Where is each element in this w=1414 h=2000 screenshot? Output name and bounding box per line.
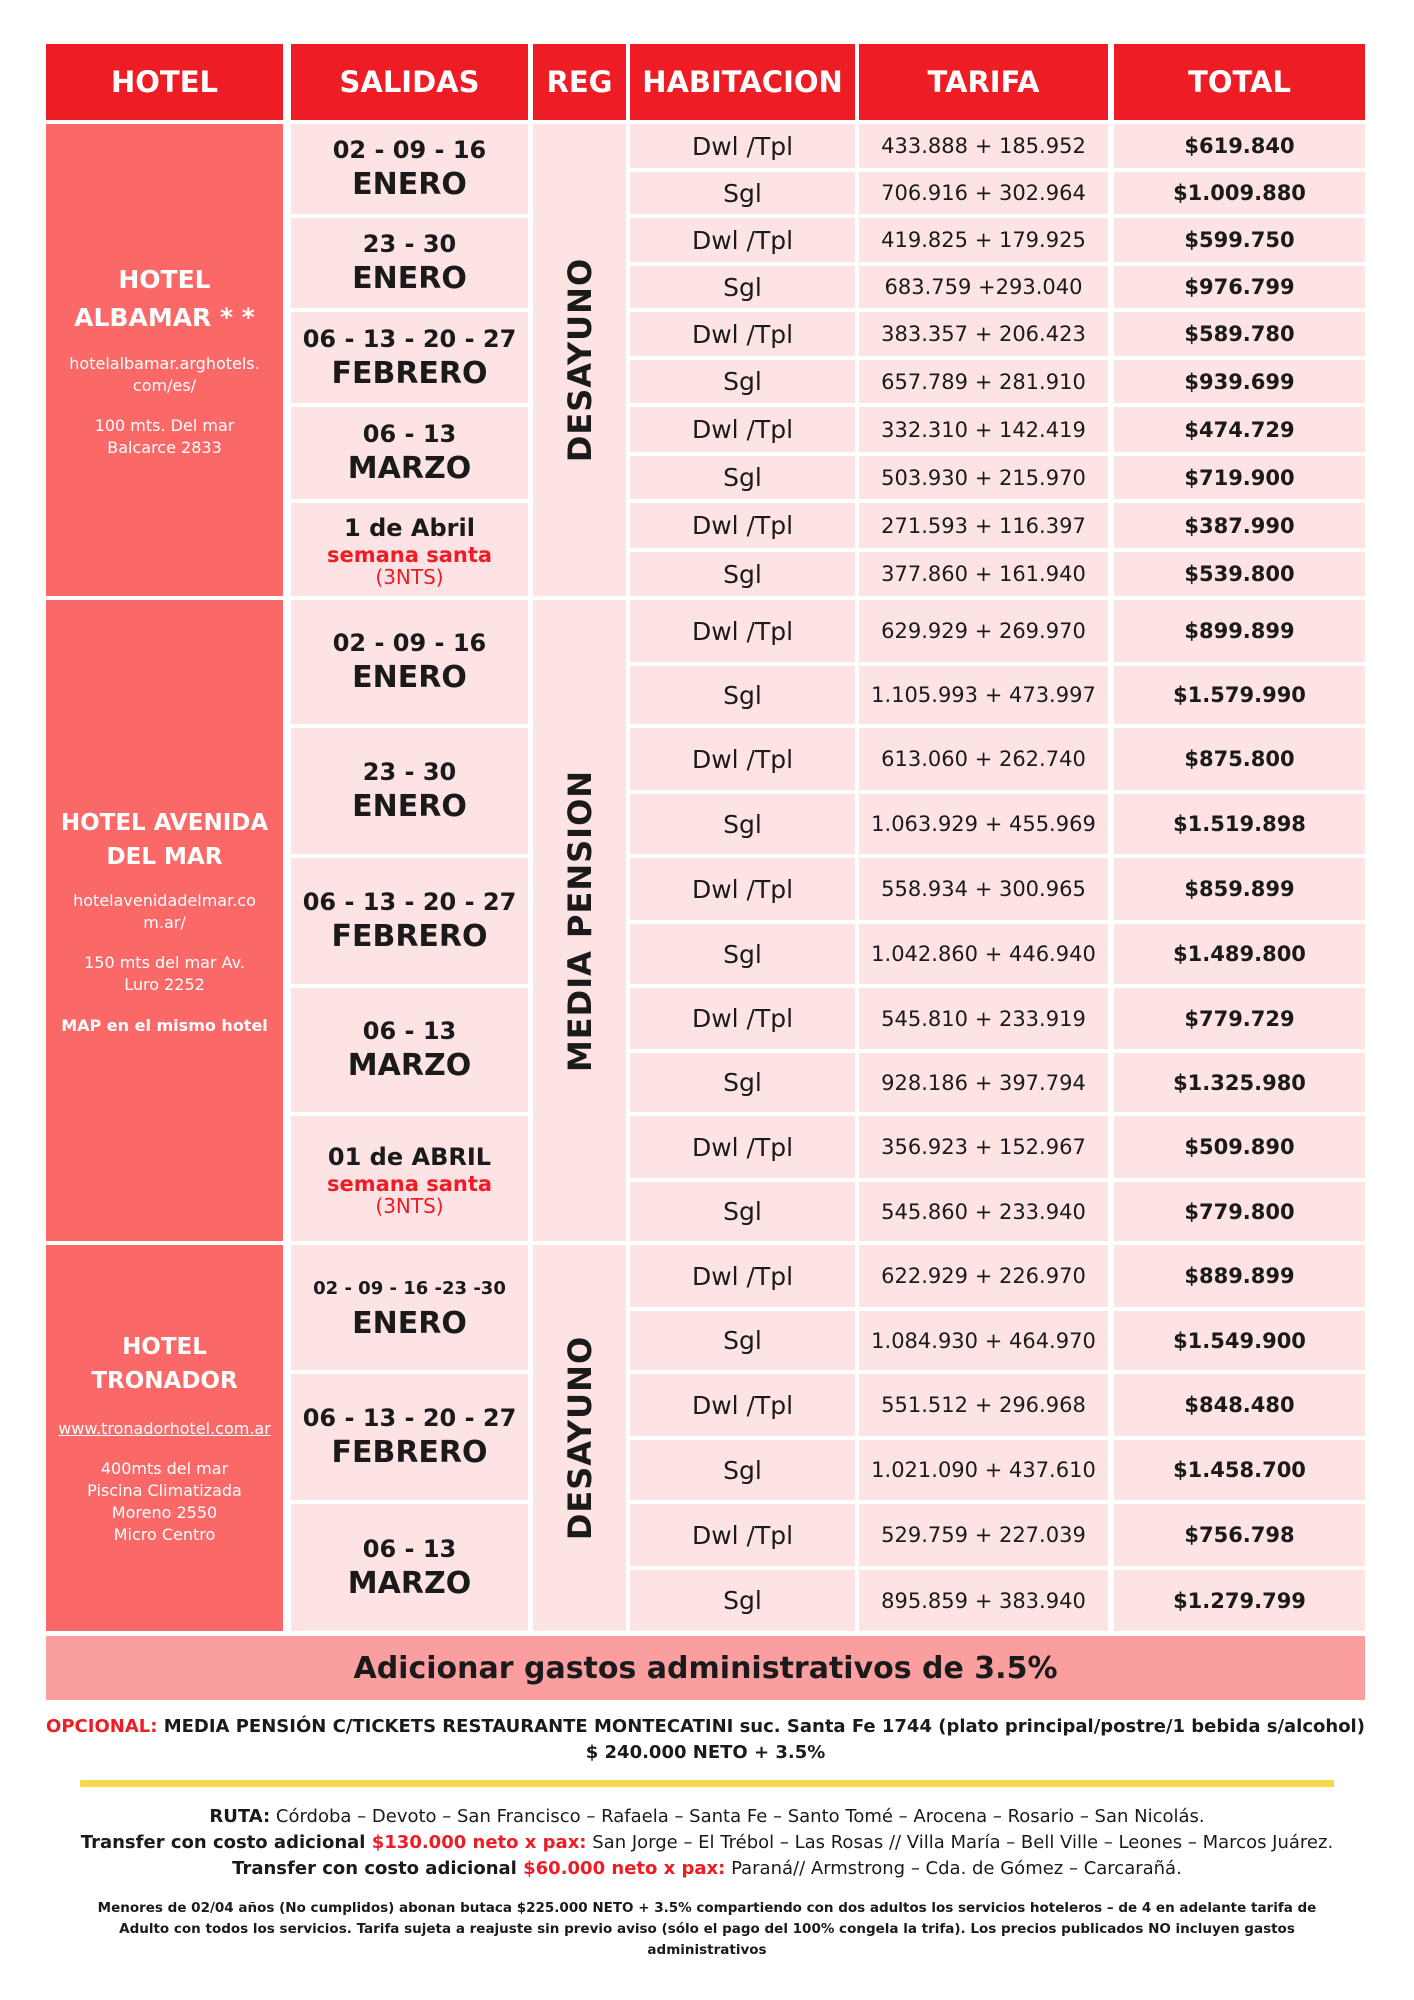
tarifa-cell: 706.916 + 302.964 bbox=[859, 172, 1108, 214]
header-hotel: HOTEL bbox=[46, 44, 283, 120]
header-tarifa: TARIFA bbox=[859, 44, 1108, 120]
hotel-address: 100 mts. Del mar Balcarce 2833 bbox=[94, 416, 235, 457]
room-type-cell: Sgl bbox=[630, 1182, 855, 1241]
total-cell: $619.840 bbox=[1114, 124, 1365, 168]
room-type-cell: Dwl /Tpl bbox=[630, 988, 855, 1049]
salida-days: 06 - 13 bbox=[362, 1017, 457, 1045]
tarifa-cell: 332.310 + 142.419 bbox=[859, 407, 1108, 452]
salida-month: ENERO bbox=[352, 261, 467, 296]
tarifa-cell: 1.042.860 + 446.940 bbox=[859, 924, 1108, 984]
hotel-name: HOTEL TRONADOR bbox=[91, 1334, 238, 1394]
tarifa-cell: 657.789 + 281.910 bbox=[859, 360, 1108, 403]
room-type-cell: Dwl /Tpl bbox=[630, 600, 855, 662]
total-cell: $509.890 bbox=[1114, 1116, 1365, 1178]
transfer-text: Paraná// Armstrong – Cda. de Gómez – Carcarañá. bbox=[725, 1858, 1182, 1879]
salida-month: ENERO bbox=[352, 167, 467, 202]
regimen-label: DESAYUNO bbox=[560, 257, 599, 463]
salida-semana-santa: semana santa bbox=[326, 1171, 493, 1196]
total-cell: $779.729 bbox=[1114, 988, 1365, 1049]
optional-price: $ 240.000 NETO + 3.5% bbox=[585, 1742, 826, 1763]
room-type-cell: Dwl /Tpl bbox=[630, 503, 855, 548]
room-type-cell: Sgl bbox=[630, 172, 855, 214]
salida-cell bbox=[291, 728, 528, 854]
route-label: RUTA: bbox=[209, 1806, 271, 1827]
transfer-price: $60.000 neto x pax: bbox=[523, 1858, 726, 1879]
optional-line bbox=[46, 1714, 1365, 1740]
salida-days: 02 - 09 - 16 bbox=[332, 629, 487, 657]
room-type-cell: Dwl /Tpl bbox=[630, 858, 855, 920]
tarifa-cell: 377.860 + 161.940 bbox=[859, 552, 1108, 596]
regimen-cell bbox=[533, 124, 626, 596]
tarifa-cell: 629.929 + 269.970 bbox=[859, 600, 1108, 662]
hotel-albamar-cell bbox=[46, 124, 283, 596]
tarifa-cell: 545.810 + 233.919 bbox=[859, 988, 1108, 1049]
salida-month: MARZO bbox=[347, 1565, 472, 1601]
salida-month: MARZO bbox=[347, 451, 472, 486]
tarifa-cell: 503.930 + 215.970 bbox=[859, 456, 1108, 499]
hotel-tronador-cell bbox=[46, 1245, 283, 1631]
tarifa-cell: 551.512 + 296.968 bbox=[859, 1374, 1108, 1436]
total-cell: $1.549.900 bbox=[1114, 1311, 1365, 1370]
hotel-name: HOTEL ALBAMAR * * bbox=[74, 265, 255, 332]
total-cell: $939.699 bbox=[1114, 360, 1365, 403]
hotel-web-link[interactable]: www.tronadorhotel.com.ar bbox=[58, 1419, 271, 1438]
total-cell: $859.899 bbox=[1114, 858, 1365, 920]
total-cell: $1.579.990 bbox=[1114, 666, 1365, 724]
salida-month: FEBRERO bbox=[331, 355, 488, 391]
room-type-cell: Dwl /Tpl bbox=[630, 312, 855, 356]
salida-month: FEBRERO bbox=[331, 1435, 488, 1470]
salida-days: 06 - 13 - 20 - 27 bbox=[302, 888, 517, 916]
total-cell: $1.279.799 bbox=[1114, 1570, 1365, 1631]
transfer-line-1 bbox=[30, 1830, 1384, 1856]
salida-days: 06 - 13 - 20 - 27 bbox=[302, 1404, 517, 1432]
tarifa-cell: 271.593 + 116.397 bbox=[859, 503, 1108, 548]
salida-days: 1 de Abril bbox=[344, 513, 475, 542]
room-type-cell: Sgl bbox=[630, 1053, 855, 1112]
salida-cell bbox=[291, 1504, 528, 1631]
salida-days: 06 - 13 bbox=[362, 1534, 457, 1563]
total-cell: $1.009.880 bbox=[1114, 172, 1365, 214]
salida-cell bbox=[291, 1374, 528, 1500]
route-line bbox=[30, 1804, 1384, 1830]
room-type-cell: Sgl bbox=[630, 360, 855, 403]
header-habitacion: HABITACION bbox=[630, 44, 855, 120]
room-type-cell: Sgl bbox=[630, 1311, 855, 1370]
salida-cell bbox=[291, 988, 528, 1112]
hotel-extra: MAP en el mismo hotel bbox=[61, 1016, 268, 1035]
separator bbox=[80, 1780, 1334, 1787]
tarifa-cell: 1.084.930 + 464.970 bbox=[859, 1311, 1108, 1370]
minors-note: Menores de 02/04 años (No cumplidos) abonan butaca $225.000 NETO + 3.5% compartiendo con dos adultos los servicios hoteleros – de 4 en adelante tarifa de Adulto con todos los servicios. Tarifa sujeta a reajuste sin previo aviso (sólo el pago del 100% congela la trifa). Los precios publicados NO incluyen gastos administrativos bbox=[97, 1900, 1317, 1958]
hotel-web[interactable]: hotelavenidadelmar.co m.ar/ bbox=[73, 891, 256, 932]
transfer-line-2 bbox=[30, 1856, 1384, 1882]
tarifa-cell: 613.060 + 262.740 bbox=[859, 728, 1108, 790]
regimen-label: DESAYUNO bbox=[560, 1335, 599, 1541]
room-type-cell: Sgl bbox=[630, 666, 855, 724]
route-text: Córdoba – Devoto – San Francisco – Rafaela – Santa Fe – Santo Tomé – Arocena – Rosario – San Nicolás. bbox=[270, 1806, 1205, 1827]
salida-month: FEBRERO bbox=[331, 919, 488, 954]
salida-month: ENERO bbox=[352, 1305, 467, 1341]
room-type-cell: Sgl bbox=[630, 1570, 855, 1631]
total-cell: $899.899 bbox=[1114, 600, 1365, 662]
salida-month: ENERO bbox=[352, 789, 467, 824]
hotel-web[interactable]: hotelalbamar.arghotels. com/es/ bbox=[69, 354, 260, 395]
tarifa-cell: 356.923 + 152.967 bbox=[859, 1116, 1108, 1178]
salida-cell bbox=[291, 1116, 528, 1241]
transfer-label: Transfer con costo adicional bbox=[80, 1832, 372, 1853]
optional-text: MEDIA PENSIÓN C/TICKETS RESTAURANTE MONTECATINI suc. Santa Fe 1744 (plato principal/postre/1 bebida s/alcohol) bbox=[157, 1716, 1365, 1737]
hotel-name: HOTEL AVENIDA DEL MAR bbox=[60, 810, 269, 870]
total-cell: $848.480 bbox=[1114, 1374, 1365, 1436]
salida-nights: (3NTS) bbox=[375, 1193, 444, 1218]
room-type-cell: Dwl /Tpl bbox=[630, 124, 855, 168]
transfer-text: San Jorge – El Trébol – Las Rosas // Villa María – Bell Ville – Leones – Marcos Juárez. bbox=[586, 1832, 1334, 1853]
salida-cell bbox=[291, 858, 528, 984]
salida-cell bbox=[291, 407, 528, 499]
tarifa-cell: 622.929 + 226.970 bbox=[859, 1245, 1108, 1307]
room-type-cell: Dwl /Tpl bbox=[630, 407, 855, 452]
room-type-cell: Sgl bbox=[630, 924, 855, 984]
salida-cell bbox=[291, 218, 528, 308]
salida-nights: (3NTS) bbox=[375, 564, 444, 589]
tarifa-cell: 558.934 + 300.965 bbox=[859, 858, 1108, 920]
total-cell: $976.799 bbox=[1114, 266, 1365, 308]
tarifa-cell: 545.860 + 233.940 bbox=[859, 1182, 1108, 1241]
tarifa-cell: 928.186 + 397.794 bbox=[859, 1053, 1108, 1112]
total-cell: $539.800 bbox=[1114, 552, 1365, 596]
salida-cell bbox=[291, 124, 528, 214]
salida-days: 02 - 09 - 16 -23 -30 bbox=[313, 1277, 506, 1299]
hotel-address: 150 mts del mar Av. Luro 2252 bbox=[84, 953, 245, 994]
header-salidas: SALIDAS bbox=[291, 44, 528, 120]
room-type-cell: Dwl /Tpl bbox=[630, 1374, 855, 1436]
tarifa-cell: 383.357 + 206.423 bbox=[859, 312, 1108, 356]
room-type-cell: Dwl /Tpl bbox=[630, 1116, 855, 1178]
transfer-price: $130.000 neto x pax: bbox=[371, 1832, 587, 1853]
salida-semana-santa: semana santa bbox=[326, 542, 493, 567]
tarifa-cell: 683.759 +293.040 bbox=[859, 266, 1108, 308]
room-type-cell: Sgl bbox=[630, 266, 855, 308]
salida-days: 06 - 13 - 20 - 27 bbox=[302, 324, 517, 353]
tarifa-cell: 433.888 + 185.952 bbox=[859, 124, 1108, 168]
tarifa-cell: 529.759 + 227.039 bbox=[859, 1504, 1108, 1566]
room-type-cell: Dwl /Tpl bbox=[630, 728, 855, 790]
hotel-address: 400mts del mar Piscina Climatizada Moreno 2550 Micro Centro bbox=[87, 1459, 242, 1544]
header-reg: REG bbox=[533, 44, 626, 120]
transfer-label: Transfer con costo adicional bbox=[232, 1858, 524, 1879]
header-total: TOTAL bbox=[1114, 44, 1365, 120]
tarifa-cell: 1.105.993 + 473.997 bbox=[859, 666, 1108, 724]
total-cell: $756.798 bbox=[1114, 1504, 1365, 1566]
tarifa-cell: 1.021.090 + 437.610 bbox=[859, 1440, 1108, 1500]
salida-days: 23 - 30 bbox=[362, 230, 457, 258]
salida-days: 02 - 09 - 16 bbox=[332, 136, 487, 164]
room-type-cell: Dwl /Tpl bbox=[630, 1245, 855, 1307]
regimen-label: MEDIA PENSION bbox=[560, 769, 599, 1072]
salida-cell bbox=[291, 503, 528, 596]
admin-fee-note: Adicionar gastos administrativos de 3.5% bbox=[46, 1636, 1365, 1700]
total-cell: $1.519.898 bbox=[1114, 794, 1365, 854]
optional-label: OPCIONAL: bbox=[46, 1716, 158, 1737]
salida-cell bbox=[291, 1245, 528, 1370]
total-cell: $1.489.800 bbox=[1114, 924, 1365, 984]
tarifa-cell: 895.859 + 383.940 bbox=[859, 1570, 1108, 1631]
total-cell: $719.900 bbox=[1114, 456, 1365, 499]
salida-cell bbox=[291, 312, 528, 403]
salida-month: MARZO bbox=[347, 1048, 472, 1083]
salida-month: ENERO bbox=[352, 660, 467, 695]
room-type-cell: Sgl bbox=[630, 794, 855, 854]
room-type-cell: Dwl /Tpl bbox=[630, 218, 855, 262]
room-type-cell: Sgl bbox=[630, 1440, 855, 1500]
hotel-avenida-del-mar-cell bbox=[46, 600, 283, 1241]
salida-cell bbox=[291, 600, 528, 724]
total-cell: $589.780 bbox=[1114, 312, 1365, 356]
salida-days: 23 - 30 bbox=[362, 758, 457, 786]
total-cell: $387.990 bbox=[1114, 503, 1365, 548]
total-cell: $875.800 bbox=[1114, 728, 1365, 790]
total-cell: $1.458.700 bbox=[1114, 1440, 1365, 1500]
regimen-cell bbox=[533, 600, 626, 1241]
total-cell: $779.800 bbox=[1114, 1182, 1365, 1241]
total-cell: $599.750 bbox=[1114, 218, 1365, 262]
total-cell: $474.729 bbox=[1114, 407, 1365, 452]
tarifa-cell: 419.825 + 179.925 bbox=[859, 218, 1108, 262]
total-cell: $1.325.980 bbox=[1114, 1053, 1365, 1112]
room-type-cell: Dwl /Tpl bbox=[630, 1504, 855, 1566]
salida-days: 01 de ABRIL bbox=[327, 1142, 492, 1171]
regimen-cell bbox=[533, 1245, 626, 1631]
room-type-cell: Sgl bbox=[630, 456, 855, 499]
salida-days: 06 - 13 bbox=[362, 420, 457, 448]
tarifa-cell: 1.063.929 + 455.969 bbox=[859, 794, 1108, 854]
total-cell: $889.899 bbox=[1114, 1245, 1365, 1307]
room-type-cell: Sgl bbox=[630, 552, 855, 596]
